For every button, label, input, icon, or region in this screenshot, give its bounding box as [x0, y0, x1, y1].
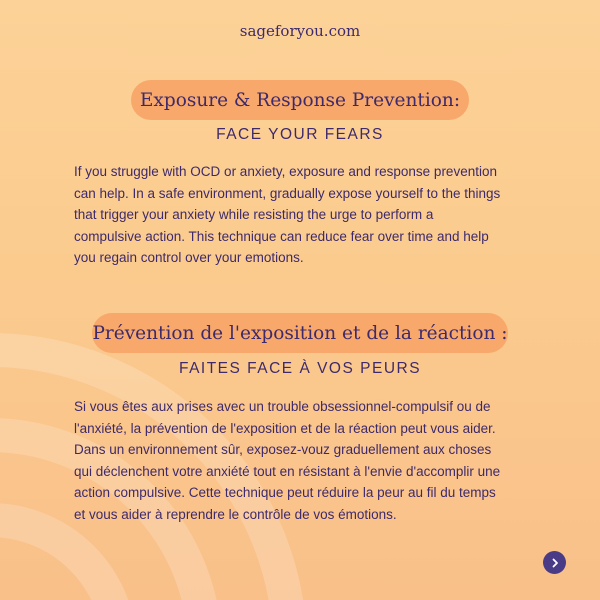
english-paragraph: [74, 161, 544, 269]
english-subtitle: FACE YOUR FEARS: [216, 126, 384, 143]
english-line: can help. In a safe environment, gradually expose yourself to the things: [74, 185, 501, 201]
french-subtitle: FAITES FACE À VOS PEURS: [178, 360, 422, 377]
french-line: qui déclenchent votre anxiété tout en résistant à l'envie d'accomplir une: [74, 463, 501, 479]
english-line: compulsive action. This technique can reduce fear over time and help: [74, 228, 489, 244]
french-paragraph: [74, 396, 544, 525]
english-title: Exposure & Response Prevention:: [139, 89, 461, 111]
next-button[interactable]: [543, 551, 566, 574]
french-line: l'anxiété, la prévention de l'exposition et de la réaction peut vous aider.: [74, 420, 496, 436]
english-line: If you struggle with OCD or anxiety, exposure and response prevention: [74, 164, 497, 179]
chevron-right-icon: [549, 557, 561, 569]
english-line: you regain control over your emotions.: [74, 250, 304, 265]
english-line: that trigger your anxiety while resisting the urge to perform a: [74, 207, 434, 222]
english-title-pill: [131, 80, 469, 120]
site-url: sageforyou.com: [239, 22, 361, 40]
french-title-pill: [92, 313, 508, 353]
french-line: action compulsive. Cette technique peut réduire la peur au fil du temps: [74, 485, 496, 500]
french-line: Dans un environnement sûr, exposez-vouz graduellement aux choses: [74, 442, 492, 457]
french-line: Si vous êtes aux prises avec un trouble obsessionnel-compulsif ou de: [74, 399, 491, 414]
french-title: Prévention de l'exposition et de la réaction :: [92, 322, 508, 344]
french-line: et vous aider à reprendre le contrôle de vos émotions.: [74, 506, 397, 522]
